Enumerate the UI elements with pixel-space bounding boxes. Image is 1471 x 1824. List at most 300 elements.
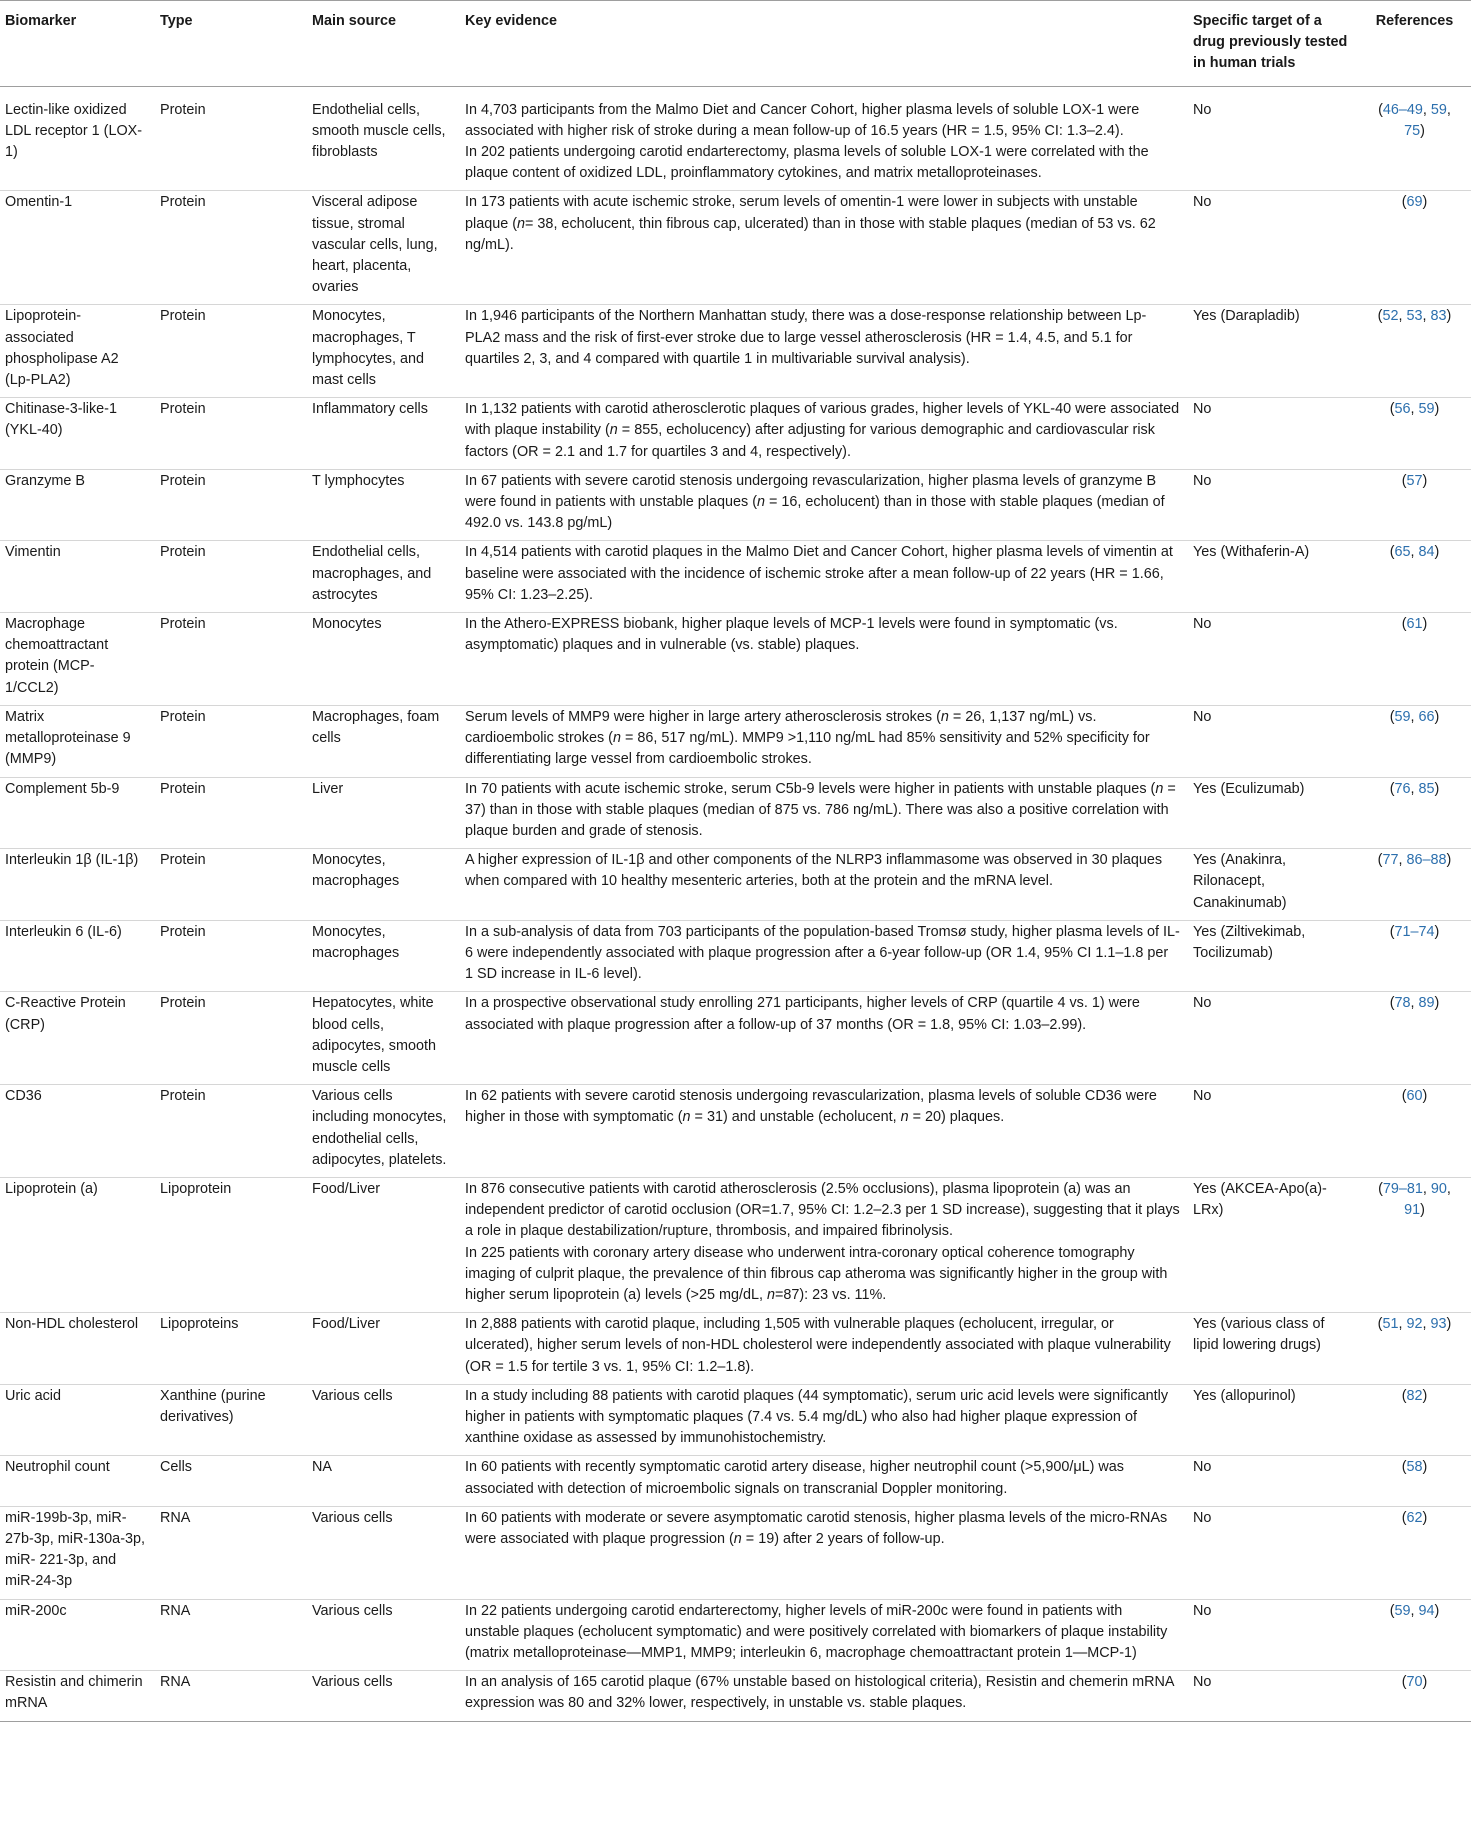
reference-link[interactable]: 51: [1382, 1316, 1399, 1333]
cell-drug-target: No: [1188, 1506, 1361, 1599]
cell-type: Cells: [155, 1456, 307, 1506]
reference-link[interactable]: 79–81: [1382, 1180, 1423, 1197]
reference-link[interactable]: 86–88: [1406, 852, 1447, 869]
cell-drug-target: Yes (AKCEA-Apo(a)-LRx): [1188, 1177, 1361, 1312]
cell-drug-target: No: [1193, 101, 1212, 118]
evidence-paragraph: [465, 542, 1180, 606]
sample-size-symbol: n: [900, 1109, 909, 1126]
evidence-paragraph: [465, 1386, 1180, 1450]
evidence-text: In a sub-analysis of data from 703 participants of the population-based Tromsø study, higher plasma levels of IL-6 were independently associated with plaque progression after a 6-year follow-up (OR 1.4, 95% CI 1.1–1.8 per 1 SD increase in IL-6 level).: [465, 923, 1180, 983]
table-row: [0, 305, 1471, 398]
cell-type: Protein: [155, 305, 307, 398]
cell-main-source: Monocytes, macrophages, T lymphocytes, and mast cells: [307, 305, 460, 398]
reference-punctuation: (: [1401, 1088, 1407, 1105]
cell-main-source: Endothelial cells, macrophages, and astrocytes: [307, 541, 460, 613]
cell-type: RNA: [155, 1599, 307, 1671]
evidence-paragraph: [465, 1672, 1180, 1714]
reference-punctuation: ): [1420, 1202, 1425, 1219]
cell-references: [1361, 777, 1471, 849]
sample-size-symbol: n: [757, 494, 766, 511]
sample-size-symbol: n: [1155, 780, 1164, 797]
evidence-text: In 202 patients undergoing carotid endarterectomy, plasma levels of soluble LOX-1 were correlated with the plaque content of oxidized LDL, proinflammatory cytokines, and matrix metalloproteinases.: [465, 144, 1153, 182]
cell-main-source: Hepatocytes, white blood cells, adipocytes, smooth muscle cells: [307, 992, 460, 1085]
reference-punctuation: (: [1378, 1180, 1383, 1197]
evidence-text: = 26, 1,137 ng/mL) vs. cardioembolic strokes (: [465, 708, 1101, 747]
evidence-paragraph: [465, 306, 1180, 370]
evidence-paragraph: [465, 399, 1184, 463]
cell-key-evidence: [460, 613, 1188, 706]
table-row: [0, 992, 1471, 1085]
reference-punctuation: (: [1401, 616, 1407, 633]
reference-punctuation: ): [1422, 1387, 1428, 1404]
cell-biomarker: Lipoprotein (a): [0, 1177, 155, 1312]
cell-type: Protein: [155, 992, 307, 1085]
table-header: [0, 1, 1471, 87]
reference-punctuation: (: [1389, 923, 1395, 940]
reference-link[interactable]: 56: [1394, 401, 1411, 418]
reference-link[interactable]: 70: [1406, 1674, 1423, 1691]
cell-references: [1361, 613, 1471, 706]
evidence-paragraph: [465, 1243, 1180, 1307]
cell-references: [1361, 920, 1471, 992]
table-row: [0, 1456, 1471, 1506]
cell-main-source: Visceral adipose tissue, stromal vascular cells, lung, heart, placenta, ovaries: [307, 191, 460, 305]
reference-punctuation: (: [1401, 1674, 1407, 1691]
reference-link[interactable]: 59: [1394, 1602, 1411, 1619]
table-row: [0, 1506, 1471, 1599]
cell-drug-target: No: [1188, 992, 1361, 1085]
reference-punctuation: ): [1434, 923, 1440, 940]
reference-punctuation: (: [1389, 401, 1395, 418]
evidence-paragraph: [465, 142, 1180, 184]
reference-link[interactable]: 90: [1430, 1180, 1447, 1197]
reference-punctuation: (: [1401, 1509, 1407, 1526]
cell-biomarker: Vimentin: [0, 541, 155, 613]
table-row: [0, 469, 1471, 541]
reference-link[interactable]: 78: [1394, 995, 1411, 1012]
evidence-text: In 1,132 patients with carotid atherosclerotic plaques of various grades, higher levels of YKL-40 were associated with plaque instability (: [465, 401, 1184, 439]
cell-key-evidence: [460, 849, 1188, 921]
cell-main-source: Various cells: [307, 1599, 460, 1671]
reference-link[interactable]: 69: [1406, 194, 1423, 211]
reference-punctuation: ): [1422, 194, 1428, 211]
cell-references: [1361, 191, 1471, 305]
cell-key-evidence: [460, 1177, 1188, 1312]
cell-main-source: Various cells: [307, 1384, 460, 1456]
reference-punctuation: ,: [1410, 1602, 1419, 1619]
evidence-text: = 38, echolucent, thin fibrous cap, ulcerated) than in those with stable plaques (median of 53 vs. 62 ng/mL).: [465, 215, 1160, 253]
table-row: [0, 1313, 1471, 1385]
reference-punctuation: ): [1434, 401, 1440, 418]
reference-punctuation: ): [1422, 616, 1428, 633]
cell-references: [1361, 305, 1471, 398]
reference-link[interactable]: 83: [1430, 308, 1447, 325]
sample-size-symbol: n: [733, 1531, 742, 1547]
evidence-text: = 20) plaques.: [908, 1109, 1005, 1126]
reference-punctuation: ,: [1446, 1180, 1451, 1197]
cell-type: Protein: [155, 191, 307, 305]
cell-main-source: Various cells including monocytes, endothelial cells, adipocytes, platelets.: [307, 1085, 460, 1178]
evidence-paragraph: [465, 1457, 1180, 1499]
reference-link[interactable]: 94: [1418, 1602, 1435, 1619]
cell-references: [1361, 398, 1471, 470]
reference-punctuation: ): [1446, 1316, 1452, 1333]
reference-link[interactable]: 58: [1406, 1459, 1423, 1476]
table-row: [0, 398, 1471, 470]
header-biomarker: Biomarker: [0, 1, 155, 87]
cell-key-evidence: [460, 1506, 1188, 1599]
table-row: [0, 541, 1471, 613]
reference-link[interactable]: 60: [1406, 1088, 1423, 1105]
table-row: [0, 705, 1471, 777]
cell-drug-target: No: [1188, 191, 1361, 305]
cell-key-evidence: [460, 305, 1188, 398]
cell-key-evidence: [460, 398, 1188, 470]
table-row: [0, 1177, 1471, 1312]
evidence-paragraph: [465, 922, 1180, 986]
cell-type: RNA: [155, 1506, 307, 1599]
evidence-text: = 31) and unstable (echolucent,: [690, 1109, 901, 1126]
cell-biomarker: Lipoprotein-associated phospholipase A2 (Lp-PLA2): [0, 305, 155, 398]
reference-punctuation: (: [1389, 708, 1395, 725]
table-body: [0, 86, 1471, 1721]
cell-references: [1361, 1313, 1471, 1385]
table-row: [0, 1384, 1471, 1456]
evidence-text: In 2,888 patients with carotid plaque, including 1,505 with vulnerable plaques (echolucent, irregular, or ulcerated), higher serum levels of non-HDL cholesterol were independently associated with plaque vulnerability (OR = 1.5 for tertile 3 vs. 1, 95% CI: 1.2–1.8).: [465, 1316, 1175, 1375]
reference-punctuation: (: [1389, 780, 1395, 797]
header-row: [0, 1, 1471, 87]
reference-punctuation: ,: [1398, 852, 1407, 869]
reference-punctuation: (: [1378, 101, 1383, 118]
reference-punctuation: ): [1446, 852, 1452, 869]
reference-link[interactable]: 61: [1406, 616, 1423, 633]
reference-punctuation: (: [1377, 308, 1383, 325]
cell-drug-target: No: [1188, 469, 1361, 541]
cell-biomarker: Omentin-1: [0, 191, 155, 305]
reference-punctuation: ,: [1410, 544, 1419, 561]
cell-references: [1361, 1599, 1471, 1671]
reference-punctuation: ,: [1410, 708, 1419, 725]
cell-type: Protein: [155, 849, 307, 921]
reference-punctuation: (: [1377, 852, 1383, 869]
table-row: [0, 920, 1471, 992]
evidence-paragraph: [465, 993, 1180, 1035]
reference-punctuation: ): [1434, 544, 1440, 561]
reference-punctuation: ): [1434, 708, 1440, 725]
evidence-text: =87): 23 vs. 11%.: [774, 1286, 887, 1303]
evidence-text: In a study including 88 patients with carotid plaques (44 symptomatic), serum uric acid levels were significantly higher in patients with symptomatic plaques (7.4 vs. 5.4 mg/dL) who also had higher plaque expression of xanthine oxidase as assessed by immunohistochemistry.: [465, 1387, 1173, 1447]
header-type: Type: [155, 1, 307, 87]
table-row: [0, 849, 1471, 921]
reference-punctuation: ,: [1422, 101, 1431, 118]
cell-drug-target: No: [1188, 613, 1361, 706]
cell-references: [1361, 1384, 1471, 1456]
cell-key-evidence: [460, 992, 1188, 1085]
cell-biomarker: CD36: [0, 1085, 155, 1178]
evidence-text: In 60 patients with recently symptomatic carotid artery disease, higher neutrophil count (>5,900/μL) was associated with detection of microembolic signals on transcranial Doppler monitoring.: [465, 1459, 1129, 1497]
evidence-text: In the Athero-EXPRESS biobank, higher plaque levels of MCP-1 levels were found in symptomatic (vs. asymptomatic) plaques and in vulnerable (vs. stable) plaques.: [465, 616, 1122, 654]
reference-link[interactable]: 53: [1406, 308, 1423, 325]
reference-link[interactable]: 66: [1418, 708, 1435, 725]
reference-punctuation: ): [1422, 1674, 1428, 1691]
reference-punctuation: (: [1389, 544, 1395, 561]
reference-punctuation: (: [1389, 1602, 1395, 1619]
reference-punctuation: (: [1401, 1387, 1407, 1404]
reference-link[interactable]: 65: [1394, 544, 1411, 561]
cell-biomarker: Interleukin 6 (IL-6): [0, 920, 155, 992]
table-row: [0, 777, 1471, 849]
cell-biomarker: Non-HDL cholesterol: [0, 1313, 155, 1385]
evidence-paragraph: [465, 471, 1180, 535]
cell-drug-target: No: [1188, 705, 1361, 777]
cell-key-evidence: [460, 920, 1188, 992]
reference-punctuation: ): [1422, 1509, 1428, 1526]
reference-link[interactable]: 84: [1418, 544, 1435, 561]
evidence-text: = 16, echolucent) than in those with stable plaques (median of 492.0 vs. 143.8 pg/mL): [465, 494, 1169, 532]
reference-punctuation: ,: [1398, 1316, 1407, 1333]
cell-biomarker: Granzyme B: [0, 469, 155, 541]
evidence-paragraph: [465, 1314, 1180, 1378]
cell-references: [1361, 1506, 1471, 1599]
table-row: [0, 86, 1471, 191]
table-row: [0, 1085, 1471, 1178]
cell-main-source: Macrophages, foam cells: [307, 705, 460, 777]
cell-drug-target: No: [1188, 1671, 1361, 1721]
evidence-text: = 855, echolucency) after adjusting for various demographic and cardiovascular risk factors (OR = 2.1 and 1.7 for quartiles 3 and 4, respectively).: [465, 422, 1159, 460]
table-row: [0, 1671, 1471, 1721]
cell-biomarker: C-Reactive Protein (CRP): [0, 992, 155, 1085]
reference-link[interactable]: 93: [1430, 1316, 1447, 1333]
evidence-text: In an analysis of 165 carotid plaque (67% unstable based on histological criteria), Resistin and chemerin mRNA expression was 80 and 32% lower, respectively, in unstable vs. stable plaques.: [465, 1674, 1178, 1712]
reference-punctuation: ,: [1410, 401, 1419, 418]
cell-main-source: Inflammatory cells: [307, 398, 460, 470]
reference-punctuation: ,: [1410, 780, 1419, 797]
evidence-text: Serum levels of MMP9 were higher in large artery atherosclerosis strokes (: [465, 708, 941, 725]
reference-punctuation: ): [1420, 122, 1425, 139]
cell-biomarker: Complement 5b-9: [0, 777, 155, 849]
cell-drug-target: Yes (Withaferin-A): [1188, 541, 1361, 613]
evidence-paragraph: [465, 192, 1180, 256]
table-row: [0, 613, 1471, 706]
cell-drug-target: No: [1188, 398, 1361, 470]
evidence-paragraph: [465, 614, 1180, 656]
cell-references: [1361, 1085, 1471, 1178]
reference-link[interactable]: 59: [1418, 401, 1435, 418]
evidence-text: = 37) than in those with stable plaques (median of 875 vs. 786 ng/mL). There was also a positive correlation with plaque burden and grade of stenosis.: [465, 780, 1180, 839]
header-references: References: [1361, 1, 1471, 87]
evidence-text: = 19) after 2 years of follow-up.: [741, 1531, 945, 1547]
sample-size-symbol: n: [517, 215, 526, 232]
evidence-text: = 86, 517 ng/mL). MMP9 >1,110 ng/mL had 85% sensitivity and 52% specificity for differentiating large vessel from cardioembolic strokes.: [465, 730, 1154, 768]
cell-type: Protein: [155, 777, 307, 849]
cell-main-source: Monocytes, macrophages: [307, 849, 460, 921]
cell-biomarker: Uric acid: [0, 1384, 155, 1456]
reference-link[interactable]: 82: [1406, 1387, 1423, 1404]
evidence-text: In 4,703 participants from the Malmo Diet and Cancer Cohort, higher plasma levels of soluble LOX-1 were associated with higher risk of stroke during a mean follow-up of 16.5 years (HR = 1.5, 95% CI: 1.3–2.4).: [465, 101, 1144, 139]
cell-references: [1361, 1671, 1471, 1721]
cell-biomarker: Matrix metalloproteinase 9 (MMP9): [0, 705, 155, 777]
cell-drug-target: Yes (allopurinol): [1188, 1384, 1361, 1456]
reference-link[interactable]: 76: [1394, 780, 1411, 797]
reference-link[interactable]: 92: [1406, 1316, 1423, 1333]
cell-main-source: Liver: [307, 777, 460, 849]
cell-key-evidence: [460, 1384, 1188, 1456]
reference-link[interactable]: 75: [1404, 122, 1421, 139]
reference-punctuation: (: [1401, 472, 1407, 489]
evidence-text: A higher expression of IL-1β and other components of the NLRP3 inflammasome was observed in 30 plaques when compared with 10 healthy mesenteric arteries, both at the protein and the mRNA level.: [465, 852, 1167, 890]
reference-punctuation: ,: [1398, 308, 1407, 325]
cell-type: Xanthine (purine derivatives): [155, 1384, 307, 1456]
reference-link[interactable]: 91: [1404, 1202, 1421, 1219]
evidence-text: In 67 patients with severe carotid stenosis undergoing revascularization, higher plasma levels of granzyme B were found in patients with unstable plaques (: [465, 472, 1161, 511]
sample-size-symbol: n: [766, 1286, 775, 1303]
cell-biomarker: miR-200c: [0, 1599, 155, 1671]
cell-drug-target: Yes (Ziltivekimab, Tocilizumab): [1188, 920, 1361, 992]
cell-main-source: NA: [307, 1456, 460, 1506]
cell-type: Protein: [160, 101, 206, 118]
cell-references: [1361, 86, 1471, 191]
cell-key-evidence: [460, 86, 1188, 191]
cell-references: [1361, 849, 1471, 921]
reference-punctuation: ): [1434, 995, 1440, 1012]
cell-type: Protein: [155, 541, 307, 613]
sample-size-symbol: n: [682, 1109, 691, 1126]
cell-drug-target: No: [1188, 1456, 1361, 1506]
cell-key-evidence: [460, 705, 1188, 777]
reference-link[interactable]: 59: [1430, 101, 1447, 118]
reference-punctuation: ,: [1410, 995, 1419, 1012]
cell-type: Protein: [155, 920, 307, 992]
cell-biomarker: Resistin and chimerin mRNA: [0, 1671, 155, 1721]
reference-link[interactable]: 62: [1406, 1509, 1423, 1526]
cell-biomarker: Neutrophil count: [0, 1456, 155, 1506]
reference-link[interactable]: 71–74: [1394, 923, 1435, 940]
cell-key-evidence: [460, 1456, 1188, 1506]
evidence-text: In 4,514 patients with carotid plaques in the Malmo Diet and Cancer Cohort, higher plasma levels of vimentin at baseline were associated with the incidence of ischemic stroke after a mean follow-up of 22 years (HR = 1.66, 95% CI: 1.23–2.25).: [465, 544, 1177, 603]
reference-punctuation: ,: [1422, 1180, 1431, 1197]
cell-type: Protein: [155, 469, 307, 541]
cell-biomarker: Macrophage chemoattractant protein (MCP-1/CCL2): [0, 613, 155, 706]
cell-references: [1361, 541, 1471, 613]
cell-key-evidence: [460, 1085, 1188, 1178]
evidence-text: In 173 patients with acute ischemic stroke, serum levels of omentin-1 were lower in subjects with unstable plaque (: [465, 194, 1142, 232]
evidence-text: In 70 patients with acute ischemic stroke, serum C5b-9 levels were higher in patients with unstable plaques (: [465, 780, 1156, 797]
reference-punctuation: (: [1401, 1459, 1407, 1476]
cell-drug-target: Yes (Eculizumab): [1188, 777, 1361, 849]
cell-drug-target: No: [1188, 1085, 1361, 1178]
cell-references: [1361, 1456, 1471, 1506]
reference-punctuation: (: [1389, 995, 1395, 1012]
evidence-text: In 1,946 participants of the Northern Manhattan study, there was a dose-response relationship between Lp-PLA2 mass and the risk of first-ever stroke due to large vessel atherosclerosis (HR = 1.4, 4.5, and 5.1 for quartiles 2, 3, and 4 compared with quartile 1 in multivariable survival analysis).: [465, 308, 1147, 367]
reference-link[interactable]: 89: [1418, 995, 1435, 1012]
cell-key-evidence: [460, 191, 1188, 305]
cell-drug-target: Yes (various class of lipid lowering drugs): [1188, 1313, 1361, 1385]
cell-key-evidence: [460, 469, 1188, 541]
cell-type: Protein: [155, 613, 307, 706]
sample-size-symbol: n: [940, 708, 949, 725]
cell-key-evidence: [460, 1599, 1188, 1671]
cell-main-source: Monocytes: [307, 613, 460, 706]
evidence-paragraph: [465, 1601, 1180, 1665]
evidence-paragraph: [465, 1086, 1180, 1128]
cell-type: Lipoproteins: [155, 1313, 307, 1385]
cell-biomarker: miR-199b-3p, miR-27b-3p, miR-130a-3p, miR- 221-3p, and miR-24-3p: [0, 1506, 155, 1599]
reference-punctuation: ): [1434, 780, 1440, 797]
reference-punctuation: ): [1422, 1459, 1428, 1476]
cell-key-evidence: [460, 777, 1188, 849]
header-main-source: Main source: [307, 1, 460, 87]
reference-punctuation: ,: [1422, 308, 1431, 325]
evidence-text: In a prospective observational study enrolling 271 participants, higher levels of CRP (quartile 4 vs. 1) were associated with plaque progression after a follow-up of 37 months (OR = 1.8, 95% CI: 1.03–2.99).: [465, 995, 1144, 1033]
reference-punctuation: (: [1377, 1316, 1383, 1333]
table-row: [0, 1599, 1471, 1671]
evidence-text: In 225 patients with coronary artery disease who underwent intra-coronary optical coherence tomography imaging of culprit plaque, the prevalence of thin fibrous cap atheroma was significantly higher in the group with higher serum lipoprotein (a) levels (>25 mg/dL,: [465, 1244, 1172, 1303]
cell-type: RNA: [155, 1671, 307, 1721]
reference-punctuation: ): [1422, 472, 1428, 489]
cell-type: Protein: [155, 1085, 307, 1178]
evidence-paragraph: [465, 100, 1180, 142]
evidence-paragraph: [465, 1179, 1184, 1243]
evidence-paragraph: [465, 707, 1180, 771]
reference-punctuation: ,: [1422, 1316, 1431, 1333]
reference-link[interactable]: 46–49: [1382, 101, 1423, 118]
cell-references: [1361, 992, 1471, 1085]
cell-references: [1361, 705, 1471, 777]
cell-biomarker: Lectin-like oxidized LDL receptor 1 (LOX-1): [5, 101, 143, 161]
reference-link[interactable]: 77: [1382, 852, 1399, 869]
reference-punctuation: ): [1446, 308, 1452, 325]
cell-key-evidence: [460, 541, 1188, 613]
evidence-text: In 62 patients with severe carotid stenosis undergoing revascularization, plasma levels of soluble CD36 were higher in those with symptomatic (: [465, 1088, 1161, 1126]
reference-punctuation: ,: [1446, 101, 1451, 118]
sample-size-symbol: n: [609, 422, 618, 439]
cell-biomarker: Interleukin 1β (IL-1β): [0, 849, 155, 921]
cell-biomarker: Chitinase-3-like-1 (YKL-40): [0, 398, 155, 470]
cell-main-source: Various cells: [307, 1506, 460, 1599]
cell-main-source: Endothelial cells, smooth muscle cells, fibroblasts: [312, 101, 446, 161]
cell-type: Protein: [155, 705, 307, 777]
reference-link[interactable]: 57: [1406, 472, 1423, 489]
reference-link[interactable]: 52: [1382, 308, 1399, 325]
evidence-paragraph: [465, 1508, 1180, 1550]
cell-type: Protein: [155, 398, 307, 470]
cell-drug-target: Yes (Anakinra, Rilonacept, Canakinumab): [1188, 849, 1361, 921]
reference-link[interactable]: 59: [1394, 708, 1411, 725]
sample-size-symbol: n: [612, 730, 621, 747]
cell-main-source: T lymphocytes: [307, 469, 460, 541]
evidence-paragraph: [465, 850, 1180, 892]
header-key-evidence: Key evidence: [460, 1, 1188, 87]
evidence-text: In 22 patients undergoing carotid endarterectomy, higher levels of miR-200c were found in patients with unstable plaques (echolucent symptomatic) and were positively correlated with biomarkers of plaque instability (matrix metalloproteinase—MMP1, MMP9; interleukin 6, macrophage chemoattractant protein 1—MCP-1): [465, 1602, 1172, 1662]
cell-type: Lipoprotein: [155, 1177, 307, 1312]
evidence-text: In 60 patients with moderate or severe asymptomatic carotid stenosis, higher plasma levels of the micro-RNAs were associated with plaque progression (: [465, 1509, 1172, 1547]
cell-references: [1361, 1177, 1471, 1312]
cell-drug-target: No: [1188, 1599, 1361, 1671]
cell-key-evidence: [460, 1671, 1188, 1721]
reference-link[interactable]: 85: [1418, 780, 1435, 797]
cell-main-source: Food/Liver: [307, 1177, 460, 1312]
reference-punctuation: ): [1422, 1088, 1428, 1105]
evidence-paragraph: [465, 779, 1180, 843]
cell-references: [1361, 469, 1471, 541]
cell-drug-target: Yes (Darapladib): [1188, 305, 1361, 398]
cell-main-source: Food/Liver: [307, 1313, 460, 1385]
reference-punctuation: (: [1401, 194, 1407, 211]
evidence-text: In 876 consecutive patients with carotid atherosclerosis (2.5% occlusions), plasma lipoprotein (a) was an independent predictor of carotid occlusion (OR=1.7, 95% CI: 1.2–2.3 per 1 SD increase), suggesting that it plays a role in plaque destabilization/rupture, thrombosis, and impaired fibrinolysis.: [465, 1180, 1184, 1240]
table-row: [0, 191, 1471, 305]
cell-main-source: Monocytes, macrophages: [307, 920, 460, 992]
reference-punctuation: ): [1434, 1602, 1440, 1619]
